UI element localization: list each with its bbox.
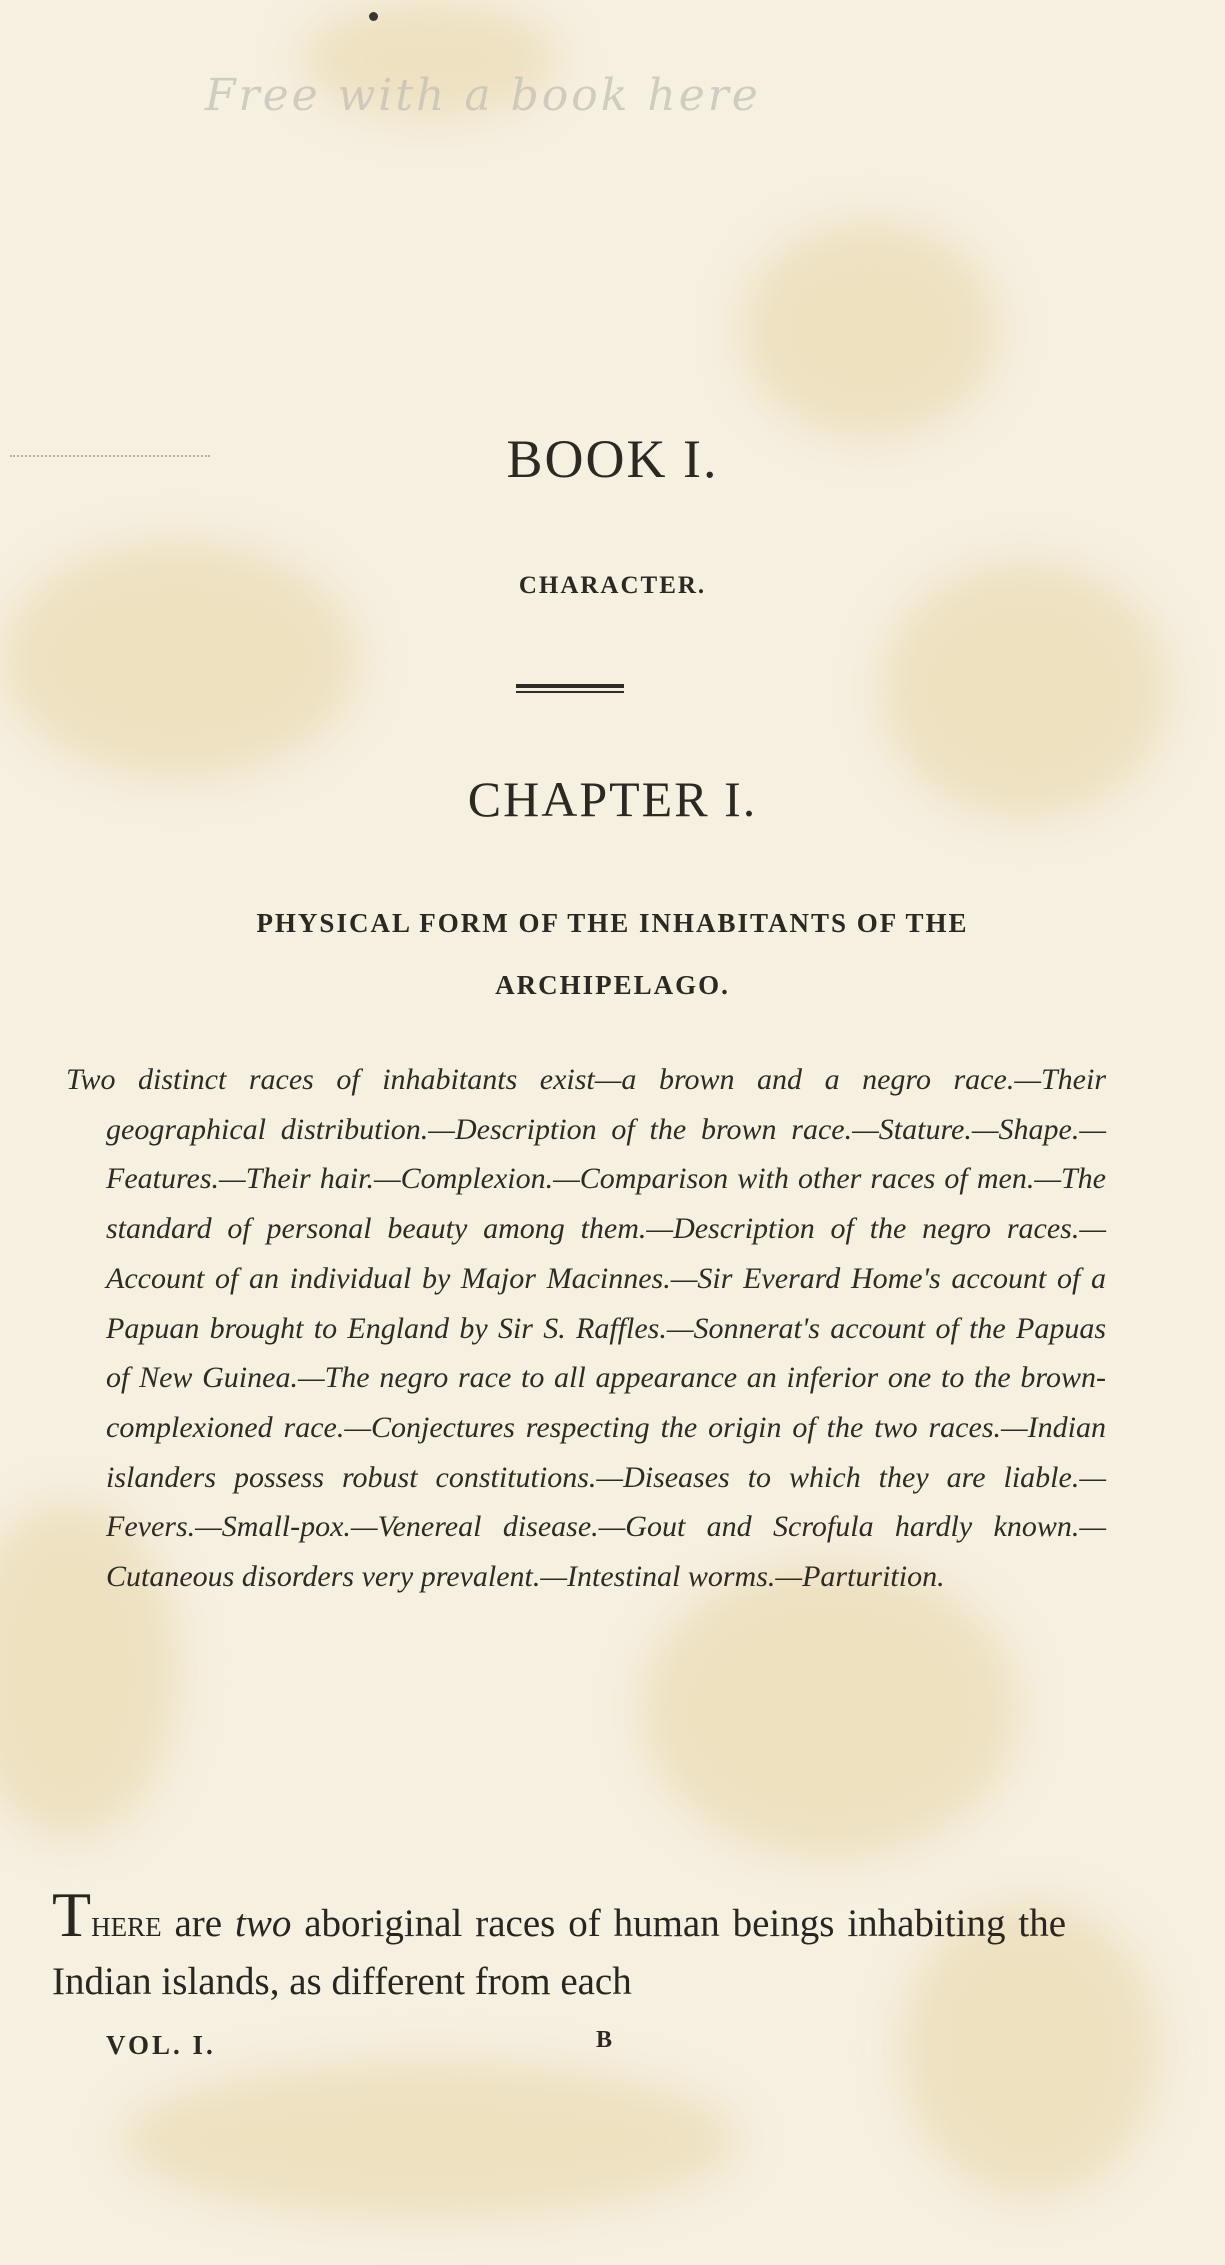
divider-thick-line <box>516 684 624 688</box>
chapter-title: CHAPTER I. <box>467 771 758 827</box>
chapter-subtitle-line-2: ARCHIPELAGO. <box>495 970 730 1000</box>
body-emphasis: two <box>234 1902 292 1945</box>
body-text-rest: aboriginal races of human beings inhabiting the Indian islands, as different from each <box>52 1902 1067 2003</box>
signature-mark: B <box>596 2027 613 2053</box>
first-word-rest: here <box>91 1902 162 1945</box>
book-part-title: CHARACTER. <box>518 572 707 599</box>
foxing-stain <box>740 220 1000 440</box>
foxing-stain <box>640 1560 1020 1860</box>
ink-dot <box>369 12 378 21</box>
volume-marker: VOL. I. <box>106 2030 216 2060</box>
book-title: BOOK I. <box>506 429 719 489</box>
chapter-subtitle <box>100 892 1125 1016</box>
chapter-summary: Two distinct races of inhabitants exist—a brown and a negro race.—Their geographical distribution.—Description of the brown race.—Stature.—Shape.—Features.—Their hair.—Complexion.—Comparison with other races of men.—The standard of personal beauty among them.—Description of the negro races.—Account of an individual by Major Macinnes.—Sir Everard Home's account of a Papuan brought to England by Sir S. Raffles.—Sonnerat's account of the Papuas of New Guinea.—The negro race to all appearance an inferior one to the brown-complexioned race.—Conjectures respecting the origin of the two races.—Indian islanders possess robust constitutions.—Diseases to which they are liable.—Fevers.—Small-pox.—Venereal disease.—Gout and Scrofula hardly known.—Cutaneous disorders very prevalent.—Intestinal worms.—Parturition. <box>66 1063 1106 1594</box>
handwritten-note: Free with a book here <box>205 70 761 121</box>
drop-cap: T <box>52 1879 92 1950</box>
body-text-start: are <box>161 1902 235 1945</box>
chapter-subtitle-line-1: PHYSICAL FORM OF THE INHABITANTS OF THE <box>256 908 969 938</box>
body-paragraph <box>52 1879 1067 2011</box>
divider-thin-line <box>516 691 624 693</box>
section-divider <box>516 684 624 694</box>
foxing-stain <box>120 2060 740 2220</box>
